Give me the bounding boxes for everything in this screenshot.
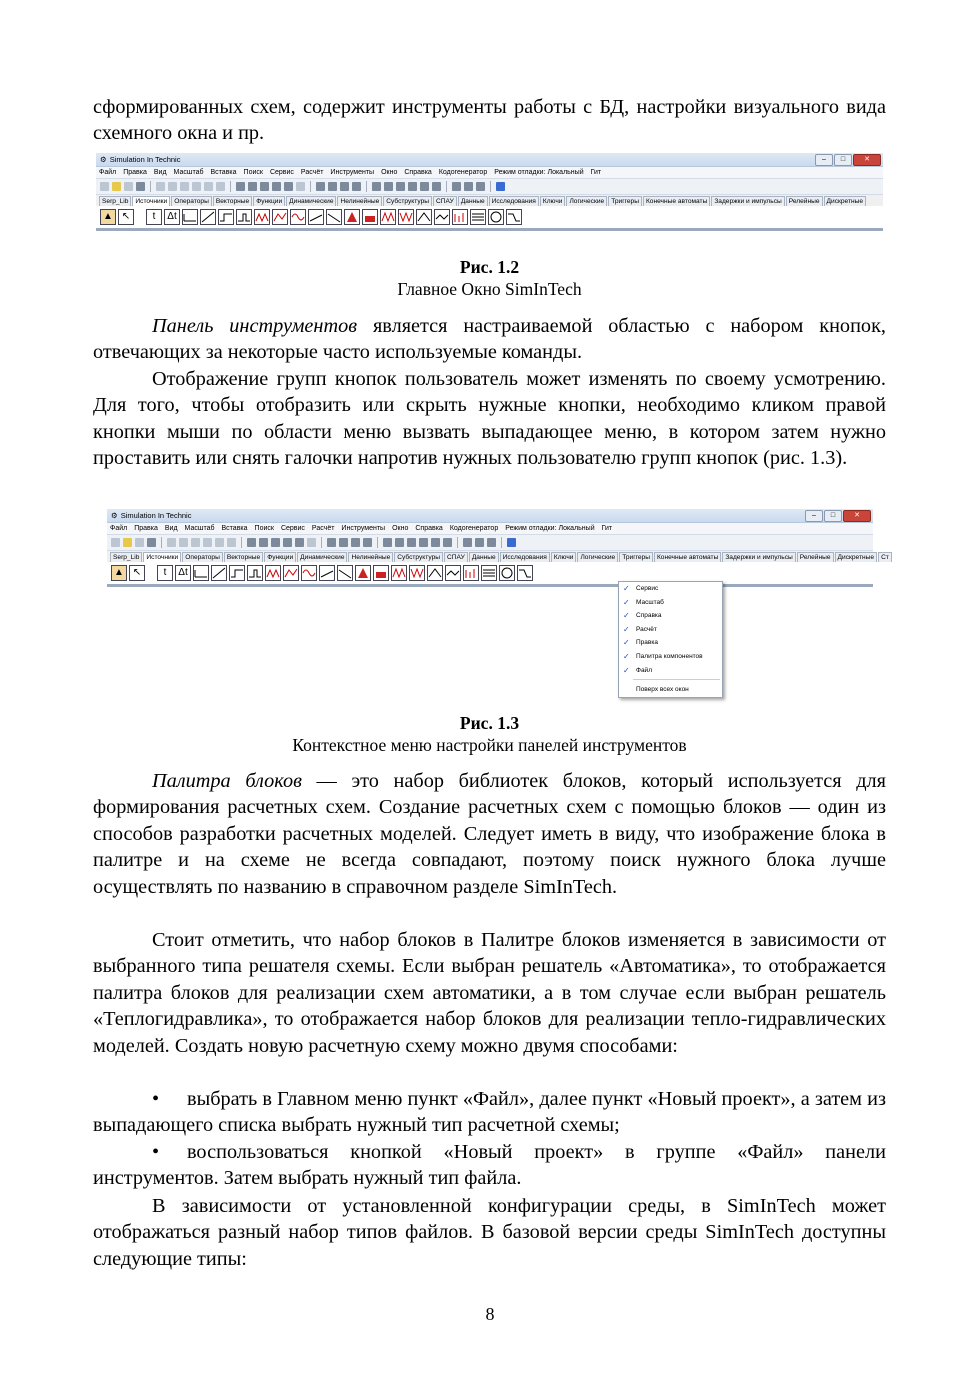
toolbar-context-menu xyxy=(618,581,723,698)
paragraph-toolbar: Панель инструментов является настраиваемой областью с набором кнопок, отвечающих за некоторые часто используемые команды. xyxy=(93,315,886,364)
block-icon[interactable] xyxy=(193,565,209,581)
block-icon[interactable] xyxy=(265,565,281,581)
save-icon[interactable] xyxy=(124,182,133,191)
tab[interactable]: Конечные автоматы xyxy=(654,552,721,562)
app-title: Simulation In Technic xyxy=(109,155,181,164)
checkmark-icon: ✓ xyxy=(623,651,630,661)
tool-icon[interactable] xyxy=(259,538,268,547)
block-icon[interactable] xyxy=(391,565,407,581)
block-icon[interactable] xyxy=(416,209,432,225)
context-menu-item-help[interactable]: ✓ Справка xyxy=(619,609,722,623)
menu-item[interactable]: Сервис xyxy=(269,169,294,176)
tool-icon[interactable] xyxy=(476,182,485,191)
menu-item[interactable]: Инструменты xyxy=(330,169,375,176)
menu-item[interactable]: Режим отладки: Локальный xyxy=(494,169,584,176)
tab[interactable]: Операторы xyxy=(182,552,223,562)
paragraph-block-palette: Палитра блоков — это набор библиотек блоков, который используется для формирования расчетных схем. Создание расчетных схем с помощью блоков — один из способов разработки расчетных моделей. Следует иметь в виду, что изображение блока в палитре и на схеме не всегда совпадают, поэтому поиск нужного блока лучше осуществлять по названию в справочном разделе SimInTech. xyxy=(93,770,887,898)
print-icon[interactable] xyxy=(147,538,156,547)
block-icon[interactable] xyxy=(427,565,443,581)
menu-item[interactable]: Вид xyxy=(153,169,167,176)
checkmark-icon: ✓ xyxy=(623,638,630,648)
undo-icon[interactable] xyxy=(204,182,213,191)
block-icon[interactable] xyxy=(200,209,216,225)
toolbar xyxy=(107,535,873,551)
tab[interactable]: Логические xyxy=(566,196,607,206)
block-icon[interactable] xyxy=(463,565,479,581)
zoom-icon[interactable] xyxy=(351,538,360,547)
tab[interactable]: Исследования xyxy=(489,196,539,206)
tool-icon[interactable] xyxy=(463,538,472,547)
tab[interactable]: Задержки и импульсы xyxy=(722,552,795,562)
tab[interactable]: Исследования xyxy=(500,552,550,562)
tool-icon[interactable] xyxy=(260,182,269,191)
block-icon[interactable] xyxy=(499,565,515,581)
palette-tabs xyxy=(96,195,883,206)
stop-icon[interactable] xyxy=(420,182,429,191)
block-icon[interactable] xyxy=(326,209,342,225)
tab[interactable]: Операторы xyxy=(171,196,212,206)
new-file-icon[interactable] xyxy=(100,182,109,191)
menu-item[interactable]: Правка xyxy=(123,169,147,176)
tab[interactable]: Данные xyxy=(458,196,488,206)
tab[interactable]: Ст xyxy=(878,552,892,562)
figure-1-2-screenshot xyxy=(96,153,883,245)
binoculars-icon[interactable] xyxy=(284,182,293,191)
binoculars-icon[interactable] xyxy=(295,538,304,547)
minimize-button[interactable]: – xyxy=(815,154,833,166)
block-icon[interactable] xyxy=(434,209,450,225)
context-menu-item-service[interactable]: ✓ Сервис xyxy=(619,582,722,596)
app-titlebar xyxy=(96,153,883,167)
run-icon[interactable] xyxy=(383,538,392,547)
block-icon[interactable] xyxy=(218,209,234,225)
step-time-block[interactable]: Δt xyxy=(164,209,180,225)
zoom-icon[interactable] xyxy=(352,182,361,191)
tab[interactable]: Субструктуры xyxy=(383,196,432,206)
tab[interactable]: Дискретные xyxy=(824,196,867,206)
zoom-icon[interactable] xyxy=(328,182,337,191)
zoom-icon[interactable] xyxy=(316,182,325,191)
block-icon[interactable] xyxy=(398,209,414,225)
block-icon[interactable] xyxy=(452,209,468,225)
checkmark-icon: ✓ xyxy=(623,611,630,621)
tab[interactable]: СПАУ xyxy=(444,552,468,562)
tool-icon[interactable] xyxy=(464,182,473,191)
bullet-icon: • xyxy=(152,1088,160,1110)
time-block[interactable]: t xyxy=(146,209,162,225)
menu-item[interactable]: Режим отладки: Локальный xyxy=(505,525,595,532)
context-menu-item-calc[interactable]: ✓ Расчёт xyxy=(619,623,722,637)
zoom-icon[interactable] xyxy=(363,538,372,547)
figure-1-3-title: Контекстное меню настройки панелей инструментов xyxy=(292,735,687,755)
tab-active[interactable]: Источники xyxy=(143,552,181,562)
context-menu-item-always-on-top[interactable]: Поверх всех окон xyxy=(636,686,689,694)
check-icon[interactable] xyxy=(272,182,281,191)
menu-item[interactable]: Файл xyxy=(99,169,117,176)
tool-icon[interactable] xyxy=(487,538,496,547)
block-icon[interactable] xyxy=(409,565,425,581)
tab[interactable]: Задержки и импульсы xyxy=(711,196,784,206)
zoom-icon[interactable] xyxy=(340,182,349,191)
context-menu-item-palette[interactable]: ✓ Палитра компонентов xyxy=(619,650,722,664)
undo-icon[interactable] xyxy=(215,538,224,547)
open-folder-icon[interactable] xyxy=(123,538,132,547)
pause-icon[interactable] xyxy=(419,538,428,547)
menu-item[interactable]: Окно xyxy=(381,169,398,176)
checkmark-icon: ✓ xyxy=(623,665,630,675)
tab[interactable]: Serp_Lib xyxy=(110,552,142,562)
step-time-block[interactable]: Δt xyxy=(175,565,191,581)
tab[interactable]: Serp_Lib xyxy=(99,196,131,206)
new-file-icon[interactable] xyxy=(111,538,120,547)
play-icon[interactable] xyxy=(384,182,393,191)
menu-item[interactable]: Окно xyxy=(392,525,409,532)
redo-icon[interactable] xyxy=(216,182,225,191)
minimize-button[interactable]: – xyxy=(805,510,823,522)
figure-1-3-label: Рис. 1.3 xyxy=(459,713,520,733)
delete-icon[interactable] xyxy=(203,538,212,547)
tool-icon[interactable] xyxy=(271,538,280,547)
block-icon[interactable] xyxy=(290,209,306,225)
tab[interactable]: Дискретные xyxy=(835,552,878,562)
block-icon[interactable] xyxy=(308,209,324,225)
tab[interactable]: Релейные xyxy=(797,552,834,562)
menu-item[interactable]: Гит xyxy=(601,525,613,532)
toolbar xyxy=(96,179,883,195)
menu-item[interactable]: Кодогенератор xyxy=(438,169,488,176)
app-logo-icon: ⚙ xyxy=(100,155,107,164)
cut-icon[interactable] xyxy=(156,182,165,191)
print-icon[interactable] xyxy=(136,182,145,191)
tab-active[interactable]: Источники xyxy=(132,196,170,206)
block-icon[interactable] xyxy=(517,565,533,581)
menu-item[interactable]: Справка xyxy=(415,525,443,532)
block-icon[interactable] xyxy=(481,565,497,581)
context-menu-item-file[interactable]: ✓ Файл xyxy=(619,664,722,678)
pause-icon[interactable] xyxy=(408,182,417,191)
bullet-item: • воспользоваться кнопкой «Новый проект» в группе «Файл» панели инструментов. Затем выбрать нужный тип файла. xyxy=(93,1141,886,1190)
tab[interactable]: Триггеры xyxy=(608,196,642,206)
arrow-tool-icon[interactable]: ↖ xyxy=(129,565,145,581)
zoom-icon[interactable] xyxy=(327,538,336,547)
tab[interactable]: Субструктуры xyxy=(394,552,443,562)
arrow-tool-icon[interactable]: ↖ xyxy=(118,209,134,225)
copy-icon[interactable] xyxy=(179,538,188,547)
tab[interactable]: Данные xyxy=(469,552,499,562)
cut-icon[interactable] xyxy=(167,538,176,547)
check-icon[interactable] xyxy=(283,538,292,547)
tab[interactable]: Динамические xyxy=(297,552,347,562)
paragraph-file-types: В зависимости от установленной конфигурации среды, в SimInTech может отображаться разный набор типов файлов. В базовой версии среды SimInTech доступны следующие типы: xyxy=(93,1195,886,1270)
menu-item[interactable]: Гит xyxy=(590,169,602,176)
figure-1-2-title: Главное Окно SimInTech xyxy=(397,279,582,299)
tab[interactable]: Функции xyxy=(264,552,296,562)
block-icon[interactable] xyxy=(319,565,335,581)
page-number: 8 xyxy=(485,1304,495,1324)
tab[interactable]: Релейные xyxy=(786,196,823,206)
block-icon[interactable] xyxy=(337,565,353,581)
checkmark-icon: ✓ xyxy=(623,597,630,607)
help-icon[interactable] xyxy=(507,538,516,547)
block-icon[interactable] xyxy=(283,565,299,581)
delete-icon[interactable] xyxy=(192,182,201,191)
menu-item[interactable]: Инструменты xyxy=(341,525,386,532)
block-icon[interactable] xyxy=(506,209,522,225)
context-menu-item-edit[interactable]: ✓ Правка xyxy=(619,636,722,650)
tab[interactable]: Векторные xyxy=(213,196,252,206)
app-logo-icon: ⚙ xyxy=(111,511,118,520)
zoom-icon[interactable] xyxy=(339,538,348,547)
tool-icon[interactable] xyxy=(248,182,257,191)
tab[interactable]: СПАУ xyxy=(433,196,457,206)
tab[interactable]: Нелинейные xyxy=(348,552,393,562)
app-titlebar xyxy=(107,509,873,523)
menu-item[interactable]: Файл xyxy=(110,525,128,532)
context-menu-divider xyxy=(633,679,720,680)
tab[interactable]: Векторные xyxy=(224,552,263,562)
tool-icon[interactable] xyxy=(236,182,245,191)
tab[interactable]: Функции xyxy=(253,196,285,206)
block-icon[interactable] xyxy=(380,209,396,225)
tool-icon[interactable] xyxy=(247,538,256,547)
app-title: Simulation In Technic xyxy=(120,511,192,520)
block-icon[interactable] xyxy=(182,209,198,225)
tool-icon[interactable] xyxy=(307,538,316,547)
menu-item[interactable]: Масштаб xyxy=(173,169,204,176)
close-button[interactable]: ✕ xyxy=(843,510,871,522)
menu-item[interactable]: Расчёт xyxy=(311,525,335,532)
paste-icon[interactable] xyxy=(191,538,200,547)
step-icon[interactable] xyxy=(396,182,405,191)
block-icon[interactable] xyxy=(229,565,245,581)
block-icon[interactable] xyxy=(301,565,317,581)
bullet-item: • выбрать в Главном меню пункт «Файл», далее пункт «Новый проект», а затем из выпадающего списка выбрать нужный тип расчетной схемы; xyxy=(93,1088,886,1137)
help-icon[interactable] xyxy=(496,182,505,191)
pointer-tool-icon[interactable]: ▲ xyxy=(111,565,127,581)
block-icon[interactable] xyxy=(254,209,270,225)
pointer-tool-icon[interactable]: ▲ xyxy=(100,209,116,225)
paragraph-toolbar-groups: Отображение групп кнопок пользователь может изменять по своему усмотрению. Для того, чтобы отобразить или скрыть нужные кнопки, необходимо кликом правой кнопки мыши по области меню вызвать выпадающее меню, в котором затем нужно проставить или снять галочки напротив нужных пользователю групп кнопок (рис. 1.3). xyxy=(93,368,886,470)
menu-item[interactable]: Сервис xyxy=(280,525,305,532)
context-menu-item-zoom[interactable]: ✓ Масштаб xyxy=(619,596,722,610)
tab[interactable]: Ключи xyxy=(540,196,566,206)
block-icon[interactable] xyxy=(470,209,486,225)
main-menu xyxy=(96,167,883,179)
maximize-button[interactable]: □ xyxy=(834,154,852,166)
menu-item[interactable]: Масштаб xyxy=(184,525,215,532)
menu-item[interactable]: Вид xyxy=(164,525,178,532)
tab[interactable]: Нелинейные xyxy=(337,196,382,206)
save-icon[interactable] xyxy=(135,538,144,547)
menu-item[interactable]: Поиск xyxy=(254,525,274,532)
menu-item[interactable]: Поиск xyxy=(243,169,263,176)
redo-icon[interactable] xyxy=(227,538,236,547)
block-icon[interactable] xyxy=(488,209,504,225)
menu-item[interactable]: Кодогенератор xyxy=(449,525,499,532)
block-icon[interactable] xyxy=(236,209,252,225)
intro-paragraph: сформированных схем, содержит инструменты работы с БД, настройки визуального вида схемного окна и пр. xyxy=(93,96,886,145)
bullet-icon: • xyxy=(152,1141,160,1163)
tool-icon[interactable] xyxy=(475,538,484,547)
tool-icon[interactable] xyxy=(452,182,461,191)
main-menu xyxy=(107,523,873,535)
block-icon[interactable] xyxy=(362,209,378,225)
tab[interactable]: Логические xyxy=(577,552,618,562)
menu-item[interactable]: Вставка xyxy=(210,169,237,176)
time-block[interactable]: t xyxy=(157,565,173,581)
checkmark-icon: ✓ xyxy=(623,584,630,593)
copy-icon[interactable] xyxy=(168,182,177,191)
tool-icon[interactable] xyxy=(443,538,452,547)
maximize-button[interactable]: □ xyxy=(824,510,842,522)
run-icon[interactable] xyxy=(372,182,381,191)
block-icon[interactable] xyxy=(272,209,288,225)
block-palette xyxy=(96,206,883,231)
block-icon[interactable] xyxy=(445,565,461,581)
figure-1-2-label: Рис. 1.2 xyxy=(459,257,520,277)
block-icon[interactable] xyxy=(344,209,360,225)
paragraph-solver: Стоит отметить, что набор блоков в Палитре блоков изменяется в зависимости от выбранного типа решателя схемы. Если выбран решатель «Автоматика», то отображается палитра блоков для реализации схем автоматики, а в том случае если выбран решатель «Теплогидравлика», то отображается набор блоков для реализации тепло-гидравлических моделей. Создать новую расчетную схему можно двумя способами: xyxy=(93,929,886,1057)
block-icon[interactable] xyxy=(211,565,227,581)
paste-icon[interactable] xyxy=(180,182,189,191)
menu-item[interactable]: Вставка xyxy=(221,525,248,532)
block-icon[interactable] xyxy=(247,565,263,581)
stop-icon[interactable] xyxy=(431,538,440,547)
palette-tabs xyxy=(107,551,889,562)
tool-icon[interactable] xyxy=(432,182,441,191)
step-icon[interactable] xyxy=(407,538,416,547)
tab[interactable]: Триггеры xyxy=(619,552,653,562)
figure-1-3-screenshot xyxy=(107,509,889,607)
menu-item[interactable]: Справка xyxy=(404,169,432,176)
close-button[interactable]: ✕ xyxy=(853,154,881,166)
checkmark-icon: ✓ xyxy=(623,624,630,634)
menu-item[interactable]: Расчёт xyxy=(300,169,324,176)
block-icon[interactable] xyxy=(355,565,371,581)
play-icon[interactable] xyxy=(395,538,404,547)
block-icon[interactable] xyxy=(373,565,389,581)
tab[interactable]: Динамические xyxy=(286,196,336,206)
tab[interactable]: Конечные автоматы xyxy=(643,196,710,206)
block-palette xyxy=(107,562,873,587)
tab[interactable]: Ключи xyxy=(551,552,577,562)
tool-icon[interactable] xyxy=(296,182,305,191)
open-folder-icon[interactable] xyxy=(112,182,121,191)
menu-item[interactable]: Правка xyxy=(134,525,158,532)
